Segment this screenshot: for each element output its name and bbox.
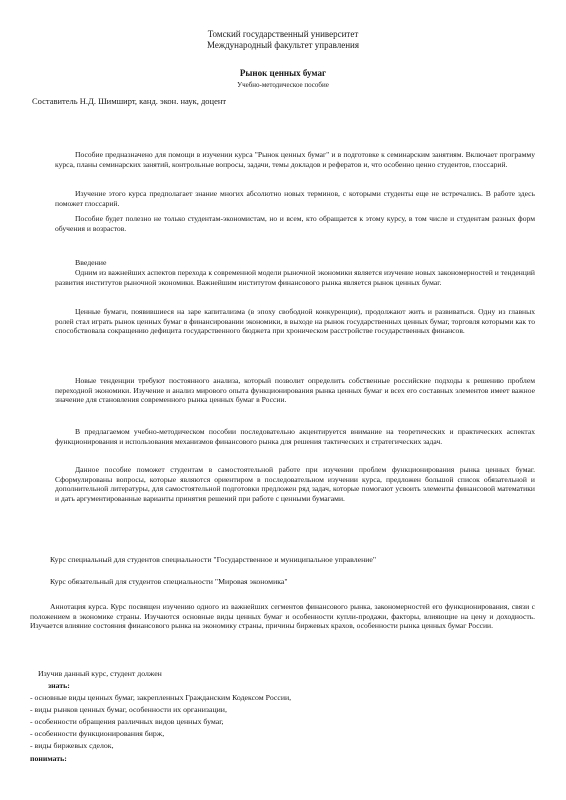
- know-label: знать:: [48, 681, 70, 690]
- course-type-special: Курс специальный для студентов специальности "Государственное и муниципальное управление": [50, 555, 377, 564]
- course-annotation: Аннотация курса. Курс посвящен изучению одного из важнейших сегментов финансового рынка, закономерностей его функционирования, связи с положением в экономике страны. Изучаются основные виды ценных бумаг и особенности купли-продажи, факторы, влияющие на цену и доходность. Изучается влияние состояния финансового рынка на экономику страны, причины биржевых крахов, особенности рынка ценных бумаг России.: [30, 602, 535, 631]
- know-item: - основные виды ценных бумаг, закрепленных Гражданским Кодексом России,: [30, 693, 292, 702]
- university-name: Томский государственный университет: [207, 29, 359, 39]
- body-paragraph: Данное пособие поможет студентам в самостоятельной работе при изучении проблем функционирования рынка ценных бумаг. Сформулированы вопросы, которые являются ориентиром в последовательном изучении курса, предложен большой список обязательной и дополнительной литературы, для самостоятельной подготовки предложен ряд задач, которые помогают усвоить элементы финансовой математики и дать аргументированные варианты принятия решений при работе с ценными бумагами.: [55, 465, 535, 503]
- intro-paragraph: Изучение этого курса предполагает знание многих абсолютно новых терминов, с которыми студенты еще не встречались. В работе здесь поможет глоссарий.: [55, 189, 535, 208]
- author-line: Составитель Н.Д. Шимширт, канд. экон. наук, доцент: [32, 96, 227, 106]
- outcome-lead: Изучив данный курс, студент должен: [38, 669, 162, 678]
- know-item: - виды биржевых сделок,: [30, 741, 114, 750]
- know-item: - особенности функционирования бирж,: [30, 729, 165, 738]
- intro-paragraph: Пособие будет полезно не только студентам-экономистам, но и всем, кто обращается к этому курсу, в том числе и студентам разных форм обучения и возрастов.: [55, 214, 535, 233]
- body-paragraph: В предлагаемом учебно-методическом пособии последовательно акцентируется внимание на теоретических и практических аспектах функционирования и использования механизмов финансового рынка для решения тактических и стратегических задач.: [55, 427, 535, 446]
- body-paragraph: Ценные бумаги, появившиеся на заре капитализма (в эпоху свободной конкуренции), продолжают жить и развиваться. Одну из главных ролей стал играть рынок ценных бумаг в финансировании экономики, в выходе на рынок государственных ценных бумаг, торговля которыми как то способствовала сокращению дефицита государственного бюджета при хроническом расстройстве государственных финансов.: [55, 307, 535, 336]
- section-heading: Введение: [75, 258, 107, 267]
- body-paragraph: Одним из важнейших аспектов перехода к современной модели рыночной экономики является изучение новых закономерностей и тенденций развития институтов рыночной экономики. Важнейшим институтом финансового рынка является рынок ценных бумаг.: [55, 268, 535, 287]
- faculty-name: Международный факультет управления: [207, 40, 359, 50]
- know-item: - особенности обращения различных видов ценных бумаг,: [30, 717, 224, 726]
- document-title: Рынок ценных бумаг: [239, 68, 327, 78]
- document-subtitle: Учебно-методическое пособие: [237, 81, 329, 89]
- understand-label: понимать:: [30, 754, 67, 763]
- body-paragraph: Новые тенденции требуют постоянного анализа, который позволит определить собственные российские подходы к решению проблем переходной экономики. Изучение и анализ мирового опыта функционирования рынка ценных бумаг и всех его составных элементов имеет важное значение для становления современного рынка ценных бумаг в России.: [55, 376, 535, 405]
- course-type-required: Курс обязательный для студентов специальности "Мировая экономика": [50, 577, 288, 586]
- know-item: - виды рынков ценных бумаг, особенности их организации,: [30, 705, 227, 714]
- intro-paragraph: Пособие предназначено для помощи в изучении курса "Рынок ценных бумаг" и в подготовке к семинарским занятиям. Включает программу курса, планы семинарских занятий, контрольные вопросы, задачи, темы докладов и рефератов и, что особенно ценно студентов, глоссарий.: [55, 150, 535, 169]
